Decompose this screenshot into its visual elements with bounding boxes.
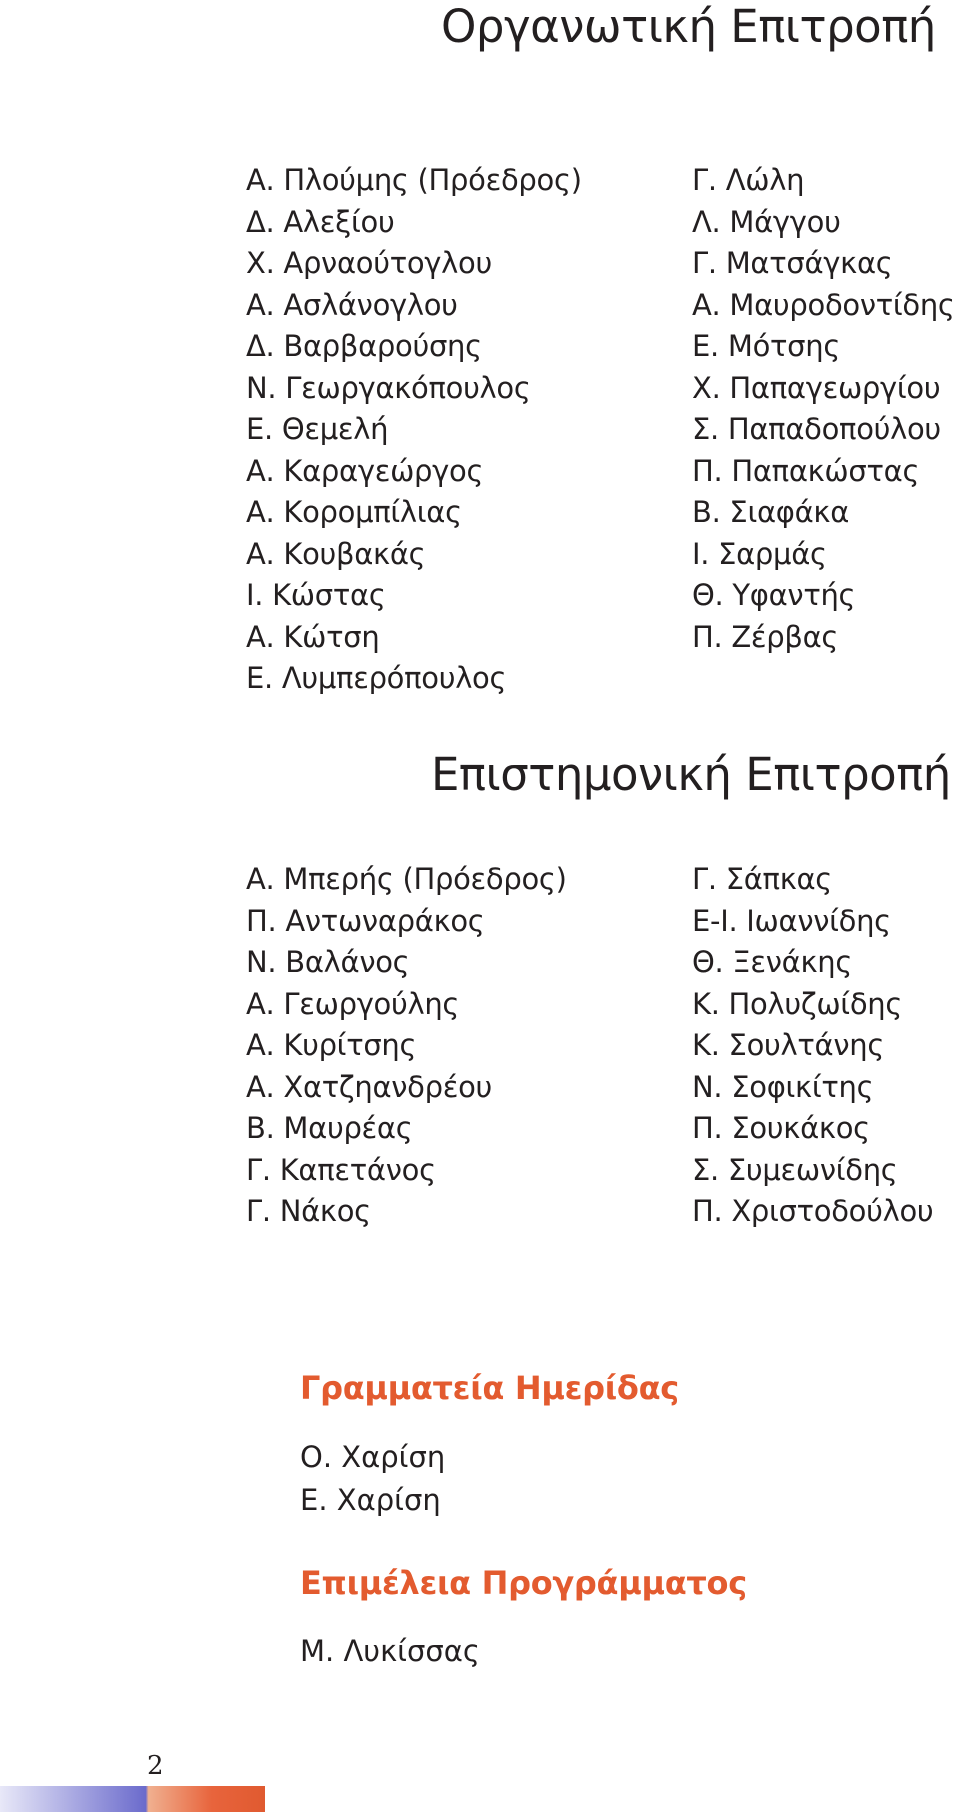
member-name: Ε. Μότσης <box>692 329 841 363</box>
member-name: Δ. Αλεξίου <box>246 204 395 239</box>
member-name: Α. Μαυροδοντίδης <box>692 287 955 322</box>
member-name: Π. Παπακώστας <box>692 453 920 488</box>
member-name: Α. Ασλάνογλου <box>246 287 458 322</box>
member-name: Π. Χριστοδούλου <box>692 1194 934 1228</box>
member-name: Α. Γεωργούλης <box>246 986 460 1021</box>
member-name: Ν. Γεωργακόπουλος <box>246 370 531 405</box>
member-name: Ε. Θεμελή <box>246 412 389 446</box>
member-name: Α. Κορομπίλιας <box>246 495 462 529</box>
scientific-committee-right-column <box>692 859 933 1233</box>
secretariat-members <box>300 1436 445 1522</box>
member-name: Γ. Λώλη <box>692 163 805 197</box>
member-name: Θ. Ξενάκης <box>692 945 853 979</box>
member-name: Κ. Σουλτάνης <box>692 1028 885 1062</box>
member-name: Π. Σουκάκος <box>692 1111 870 1145</box>
member-name: Λ. Μάγγου <box>692 204 841 239</box>
member-name: Ε-Ι. Ιωαννίδης <box>692 903 891 938</box>
member-name: Π. Ζέρβας <box>692 619 839 654</box>
member-name: Α. Πλούμης (Πρόεδρος) <box>246 163 582 197</box>
member-name: Σ. Παπαδοπούλου <box>692 412 941 446</box>
member-name: Α. Κουβακάς <box>246 536 426 571</box>
member-name: Α. Καραγεώργος <box>246 453 484 488</box>
page-number: 2 <box>147 1751 164 1781</box>
program-editing-title: Επιμέλεια Προγράμματος <box>300 1564 747 1602</box>
member-name: Μ. Λυκίσσας <box>300 1634 480 1668</box>
member-name: Π. Αντωναράκος <box>246 903 485 938</box>
organizing-committee-title: Οργανωτική Επιτροπή <box>441 0 936 53</box>
program-editing-members <box>300 1630 480 1673</box>
member-name: Θ. Υφαντής <box>692 578 856 612</box>
member-name: Ε. Λυμπερόπουλος <box>246 661 507 695</box>
member-name: Α. Κυρίτσης <box>246 1028 417 1062</box>
member-name: Β. Μαυρέας <box>246 1111 413 1145</box>
member-name: Ι. Σαρμάς <box>692 536 827 571</box>
member-name: Β. Σιαφάκα <box>692 495 850 529</box>
member-name: Γ. Σάπκας <box>692 862 833 896</box>
member-name: Ε. Χαρίση <box>300 1483 441 1517</box>
scientific-committee-left-column <box>246 859 567 1233</box>
member-name: Χ. Παπαγεωργίου <box>692 370 941 405</box>
footer-gradient-bar <box>0 1786 265 1812</box>
member-name: Γ. Νάκος <box>246 1194 371 1228</box>
member-name: Ν. Σοφικίτης <box>692 1069 874 1104</box>
member-name: Ν. Βαλάνος <box>246 945 410 979</box>
organizing-committee-right-column <box>692 160 955 658</box>
member-name: Α. Μπερής (Πρόεδρος) <box>246 862 567 896</box>
member-name: Χ. Αρναούτογλου <box>246 246 492 280</box>
secretariat-title: Γραμματεία Ημερίδας <box>300 1369 679 1407</box>
member-name: Σ. Συμεωνίδης <box>692 1152 898 1187</box>
organizing-committee-left-column <box>246 160 582 700</box>
member-name: Δ. Βαρβαρούσης <box>246 329 482 363</box>
member-name: Κ. Πολυζωίδης <box>692 986 903 1021</box>
member-name: Ι. Κώστας <box>246 578 386 612</box>
scientific-committee-title: Επιστημονική Επιτροπή <box>431 748 951 801</box>
member-name: Γ. Καπετάνος <box>246 1152 436 1187</box>
member-name: Α. Κώτση <box>246 619 380 654</box>
member-name: Α. Χατζηανδρέου <box>246 1069 493 1104</box>
member-name: Γ. Ματσάγκας <box>692 246 893 280</box>
member-name: Ο. Χαρίση <box>300 1440 446 1474</box>
